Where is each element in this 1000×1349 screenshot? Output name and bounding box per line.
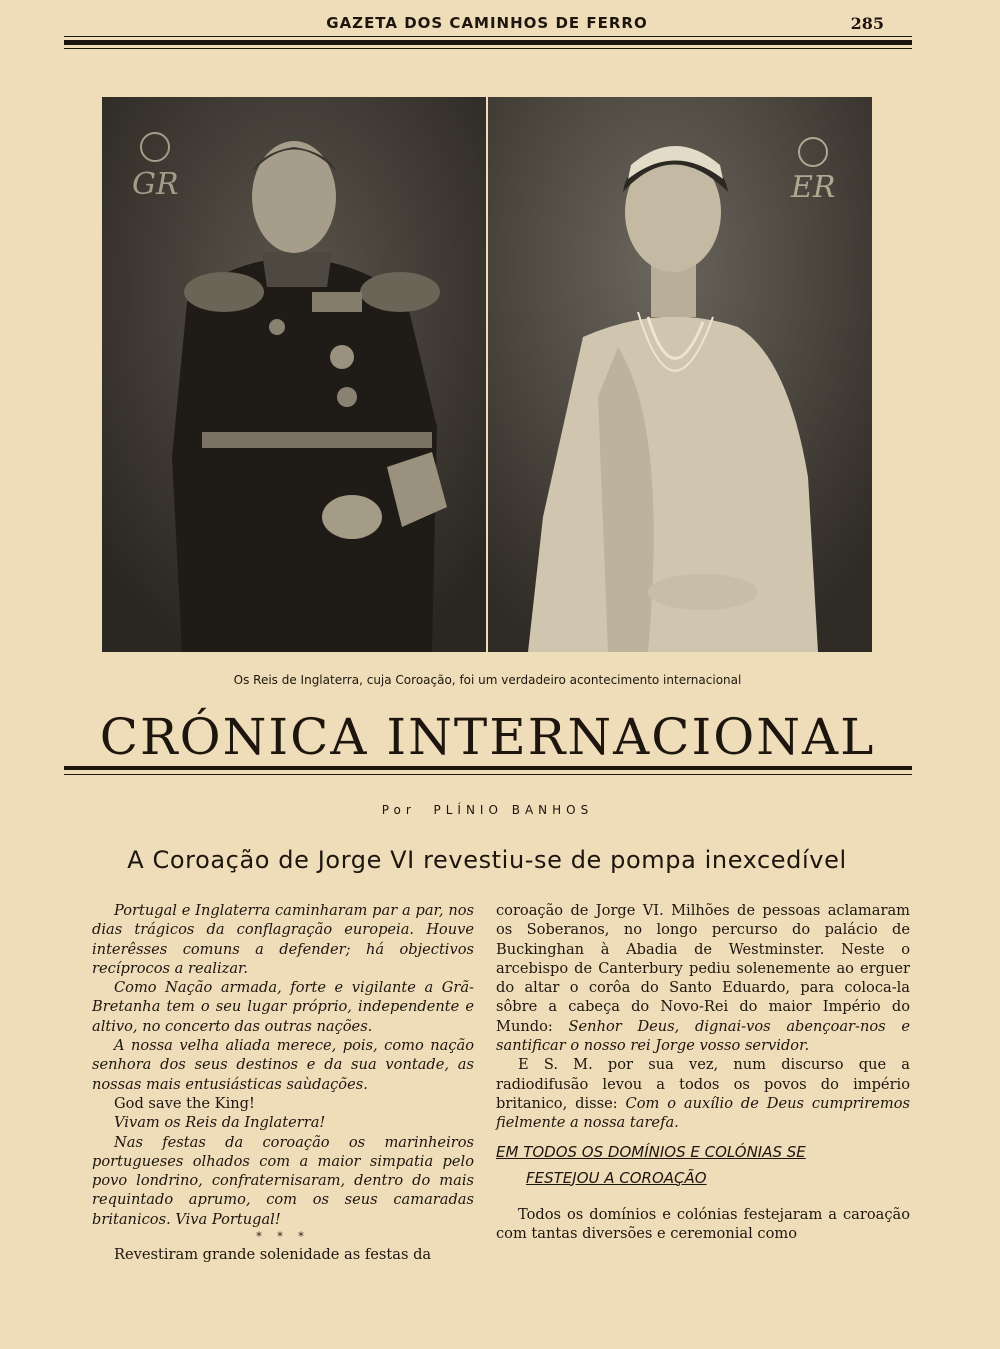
right-column (496, 901, 910, 1243)
paragraph-quote: Senhor Deus, dignai-vos abençoar-nos e santificar o nosso rei Jorge vosso servidor. (496, 1017, 910, 1055)
king-monogram: GR (132, 167, 179, 202)
page-header (62, 14, 912, 36)
paragraph: Todos os domínios e colónias festejaram a caroação com tantas diversões e ceremonial como (496, 1205, 910, 1242)
title-rule-thick (64, 766, 912, 770)
paragraph-text: coroação de Jorge VI. Milhões de pessoas aclamaram os Soberanos, no longo percurso do palácio de Buckinghan à Abadia de Westminster. Neste o arcebispo de Canterbury pediu solenemente ao erguer do altar o corôa do Santo Eduardo, para coloca-la sôbre a cabeça do Novo-Rei do maior Império do Mundo: (496, 902, 910, 1035)
photo-caption: Os Reis de Inglaterra, cuja Coroação, foi um verdadeiro acontecimento internacional (233, 673, 742, 687)
header-rule-thin-lower (64, 48, 912, 49)
header-rule-thin (64, 36, 912, 37)
section-separator: * * * (256, 1230, 310, 1244)
title-rule-thin (64, 774, 912, 775)
paragraph: Nas festas da coroação os marinheiros portugueses olhados com a maior simpatia pelo povo londrino, confraternisaram, dentro do mais requintado aprumo, com os seus camaradas britanicos. Viva Portugal! (92, 1133, 474, 1228)
header-rule-thick (64, 40, 912, 45)
author-name: PLÍNIO BANHOS (433, 803, 594, 817)
paragraph: Revestiram grande solenidade as festas da (114, 1246, 432, 1264)
paragraph (496, 901, 910, 1055)
queen-monogram: ER (791, 170, 836, 205)
byline (0, 803, 975, 817)
paragraph-quote: Com o auxílio de Deus cumpriremos fielmente a nossa tarefa. (496, 1094, 911, 1132)
article-headline: A Coroação de Jorge VI revestiu-se de pompa inexcedível (127, 846, 847, 874)
left-column (92, 901, 474, 1264)
paragraph: God save the King! (114, 1094, 255, 1112)
page-number: 285 (850, 14, 884, 33)
subheading-line: EM TODOS OS DOMÍNIOS E COLÓNIAS SE (496, 1142, 806, 1161)
publication-title: GAZETA DOS CAMINHOS DE FERRO (326, 14, 648, 32)
paragraph-text: E S. M. por sua vez, num discurso que a radiodifusão levou a todos os povos do império britanico, disse: (496, 1056, 910, 1112)
paragraph: Portugal e Inglaterra caminharam par a par, nos dias trágicos da conflagração europeia. Houve interêsses comuns a defender; há objectivos recíprocos a realizar. (92, 902, 474, 977)
paragraph (496, 1055, 910, 1132)
paragraph: Vivam os Reis da Inglaterra! (114, 1114, 326, 1132)
subheading-line: FESTEJOU A COROAÇÃO (526, 1168, 707, 1187)
byline-prefix: Por (381, 803, 416, 817)
portrait-queen-photo (488, 97, 872, 652)
paragraph: Como Nação armada, forte e vigilante a Grã-Bretanha tem o seu lugar próprio, independente e altivo, no concerto das outras nações. (92, 979, 474, 1035)
portrait-king-photo (102, 97, 486, 652)
royal-portraits (102, 97, 872, 652)
paragraph: A nossa velha aliada merece, pois, como nação senhora dos seus destinos e da sua vontade, as nossas mais entusiásticas saùdações. (92, 1037, 474, 1093)
section-title: CRÓNICA INTERNACIONAL (99, 708, 876, 766)
